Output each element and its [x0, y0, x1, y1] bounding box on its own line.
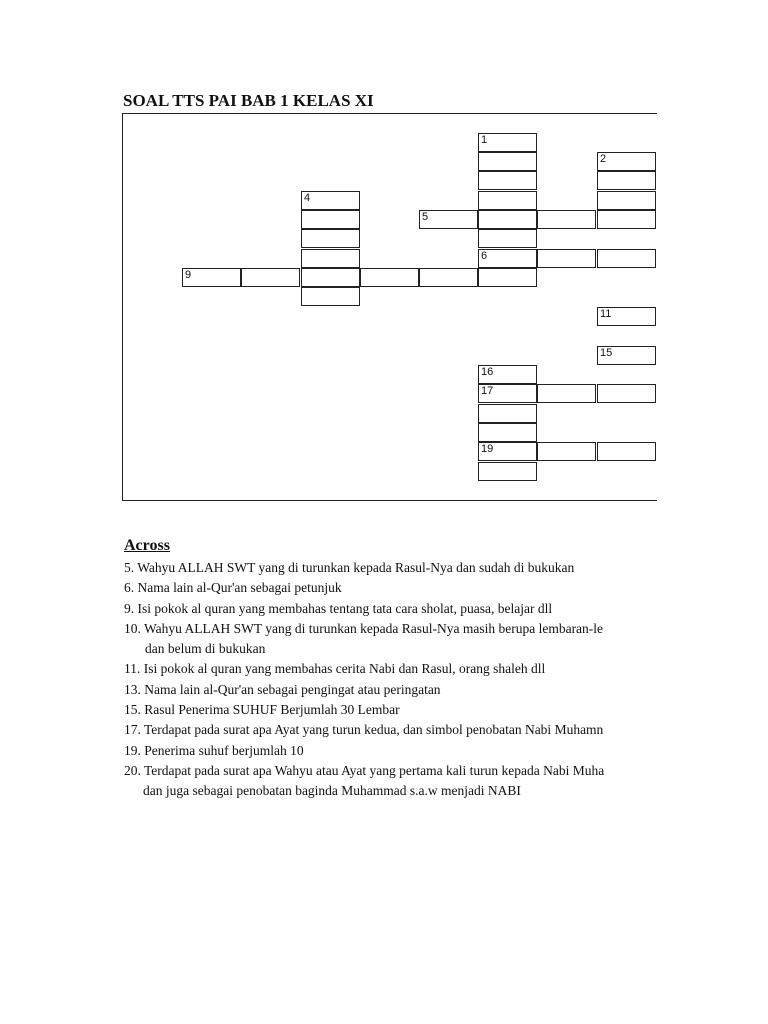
clue-15: 15. Rasul Penerima SUHUF Berjumlah 30 Lembar	[124, 702, 400, 718]
crossword-cell[interactable]	[478, 268, 537, 287]
crossword-cell[interactable]	[478, 152, 537, 171]
crossword-cell[interactable]	[241, 268, 300, 287]
crossword-grid	[122, 113, 657, 501]
crossword-cell[interactable]	[419, 268, 478, 287]
clue-number: 2	[600, 153, 607, 165]
crossword-cell[interactable]	[301, 210, 360, 229]
crossword-cell[interactable]	[478, 171, 537, 190]
clue-number: 6	[481, 250, 488, 262]
crossword-cell[interactable]	[597, 346, 656, 365]
clue-5: 5. Wahyu ALLAH SWT yang di turunkan kepada Rasul-Nya dan sudah di bukukan	[124, 560, 575, 575]
crossword-cell[interactable]	[301, 229, 360, 248]
clue-13: 13. Nama lain al-Qur'an sebagai pengingat atau peringatan	[124, 681, 441, 697]
crossword-cell[interactable]	[537, 210, 596, 229]
clue-number: 16	[481, 366, 494, 378]
crossword-cell[interactable]	[478, 191, 537, 210]
crossword-cell[interactable]	[301, 249, 360, 268]
crossword-cell[interactable]	[301, 287, 360, 306]
clue-number: 17	[481, 385, 494, 397]
clue-19: 19. Penerima suhuf berjumlah 10	[124, 742, 304, 758]
crossword-cell[interactable]	[360, 268, 419, 287]
clue-number: 19	[481, 443, 494, 455]
crossword-cell[interactable]	[597, 249, 656, 268]
clue-number: 15	[600, 347, 613, 359]
crossword-cell[interactable]	[478, 404, 537, 423]
crossword-cell[interactable]	[419, 210, 478, 229]
crossword-cell[interactable]	[537, 442, 596, 461]
clue-10-continued: dan belum di bukukan	[145, 641, 266, 657]
crossword-cell[interactable]	[597, 210, 656, 229]
crossword-cell[interactable]	[537, 249, 596, 268]
page-title: SOAL TTS PAI BAB 1 KELAS XI	[123, 91, 374, 110]
clue-6: 6. Nama lain al-Qur'an sebagai petunjuk	[124, 580, 342, 596]
crossword-cell[interactable]	[478, 133, 537, 152]
crossword-cell[interactable]	[301, 191, 360, 210]
crossword-cell[interactable]	[478, 384, 537, 403]
crossword-cell[interactable]	[182, 268, 241, 287]
crossword-cell[interactable]	[597, 171, 656, 190]
crossword-cell[interactable]	[597, 307, 656, 326]
crossword-cell[interactable]	[478, 423, 537, 442]
crossword-cell[interactable]	[478, 365, 537, 384]
crossword-cell[interactable]	[478, 462, 537, 481]
crossword-cell[interactable]	[301, 268, 360, 287]
crossword-cell[interactable]	[537, 384, 596, 403]
crossword-cell[interactable]	[597, 384, 656, 403]
clue-10: 10. Wahyu ALLAH SWT yang di turunkan kepada Rasul-Nya masih berupa lembaran-le	[124, 620, 604, 636]
clue-number: 5	[422, 211, 429, 223]
crossword-cell[interactable]	[597, 442, 656, 461]
clue-number: 11	[600, 308, 612, 320]
clue-number: 1	[481, 134, 488, 146]
clue-11: 11. Isi pokok al quran yang membahas cerita Nabi dan Rasul, orang shaleh dll	[124, 661, 546, 677]
crossword-cell[interactable]	[597, 152, 656, 171]
crossword-cell[interactable]	[478, 229, 537, 248]
across-heading: Across	[124, 537, 170, 554]
crossword-cell[interactable]	[478, 210, 537, 229]
crossword-cell[interactable]	[597, 191, 656, 210]
clue-17: 17. Terdapat pada surat apa Ayat yang turun kedua, dan simbol penobatan Nabi Muhamn	[124, 722, 604, 738]
crossword-cell[interactable]	[478, 249, 537, 268]
crossword-cell[interactable]	[478, 442, 537, 461]
clue-number: 9	[185, 269, 192, 281]
clue-9: 9. Isi pokok al quran yang membahas tentang tata cara sholat, puasa, belajar dll	[124, 600, 553, 616]
clue-number: 4	[304, 192, 311, 204]
clue-20-continued: dan juga sebagai penobatan baginda Muhammad s.a.w menjadi NABI	[143, 783, 521, 799]
across-clues	[124, 536, 664, 802]
clue-20: 20. Terdapat pada surat apa Wahyu atau Ayat yang pertama kali turun kepada Nabi Muha	[124, 762, 605, 778]
